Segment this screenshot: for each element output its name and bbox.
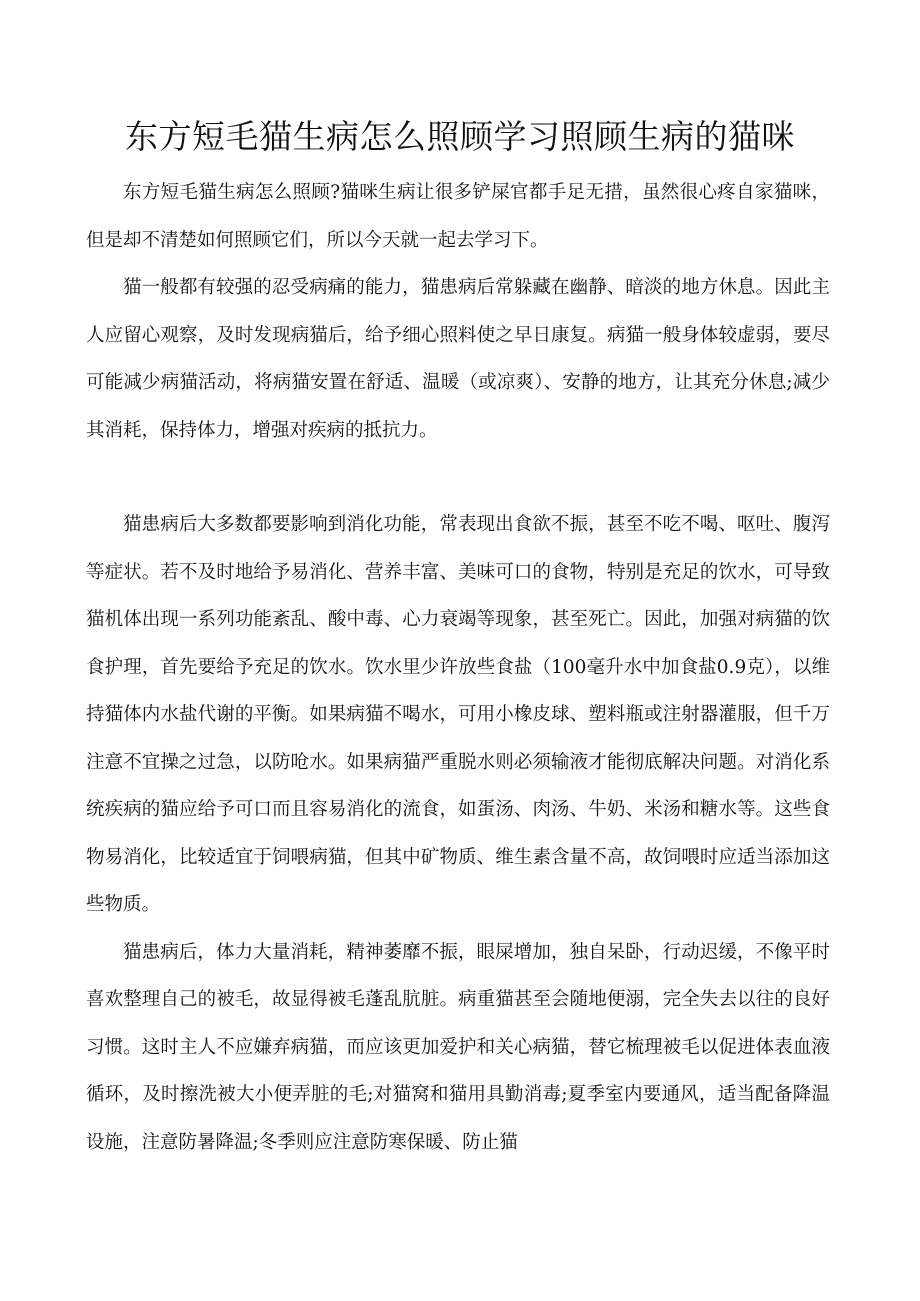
paragraph-hygiene-care: 猫患病后，体力大量消耗，精神萎靡不振，眼屎增加，独自呆卧，行动迟缓，不像平时喜欢整理自己的被毛，故显得被毛蓬乱肮脏。病重猫甚至会随地便溺，完全失去以往的良好习惯。这时主人不应嫌弃病猫，而应该更加爱护和关心病猫，替它梳理被毛以促进体表血液循环，及时擦洗被大小便弄脏的毛;对猫窝和猫用具勤消毒;夏季室内要通风，适当配备降温设施，注意防暑降温;冬季则应注意防寒保暖、防止猫 xyxy=(86,941,830,1153)
document-title: 东方短毛猫生病怎么照顾学习照顾生病的猫咪 xyxy=(125,117,795,156)
paragraph-rest-care: 猫一般都有较强的忍受病痛的能力，猫患病后常躲藏在幽静、暗淡的地方休息。因此主人应留心观察，及时发现病猫后，给予细心照料使之早日康复。病猫一般身体较虚弱，要尽可能减少病猫活动，将病猫安置在舒适、温暖（或凉爽）、安静的地方，让其充分休息;减少其消耗，保持体力，增强对疾病的抵抗力。 xyxy=(86,277,830,441)
document-body xyxy=(86,169,830,1166)
paragraph-diet-care: 猫患病后大多数都要影响到消化功能，常表现出食欲不振，甚至不吃不喝、呕吐、腹泻等症状。若不及时地给予易消化、营养丰富、美味可口的食物，特别是充足的饮水，可导致猫机体出现一系列功能紊乱、酸中毒、心力衰竭等现象，甚至死亡。因此，加强对病猫的饮食护理，首先要给予充足的饮水。饮水里少许放些食盐（100毫升水中加食盐0.9克），以维持猫体内水盐代谢的平衡。如果病猫不喝水，可用小橡皮球、塑料瓶或注射器灌服，但千万注意不宜操之过急，以防呛水。如果病猫严重脱水则必须输液才能彻底解决问题。对消化系统疾病的猫应给予可口而且容易消化的流食，如蛋汤、肉汤、牛奶、米汤和糖水等。这些食物易消化，比较适宜于饲喂病猫，但其中矿物质、维生素含量不高，故饲喂时应适当添加这些物质。 xyxy=(86,514,830,915)
paragraph-intro: 东方短毛猫生病怎么照顾?猫咪生病让很多铲屎官都手足无措，虽然很心疼自家猫咪，但是却不清楚如何照顾它们，所以今天就一起去学习下。 xyxy=(86,182,830,251)
paragraph-gap xyxy=(86,454,830,501)
